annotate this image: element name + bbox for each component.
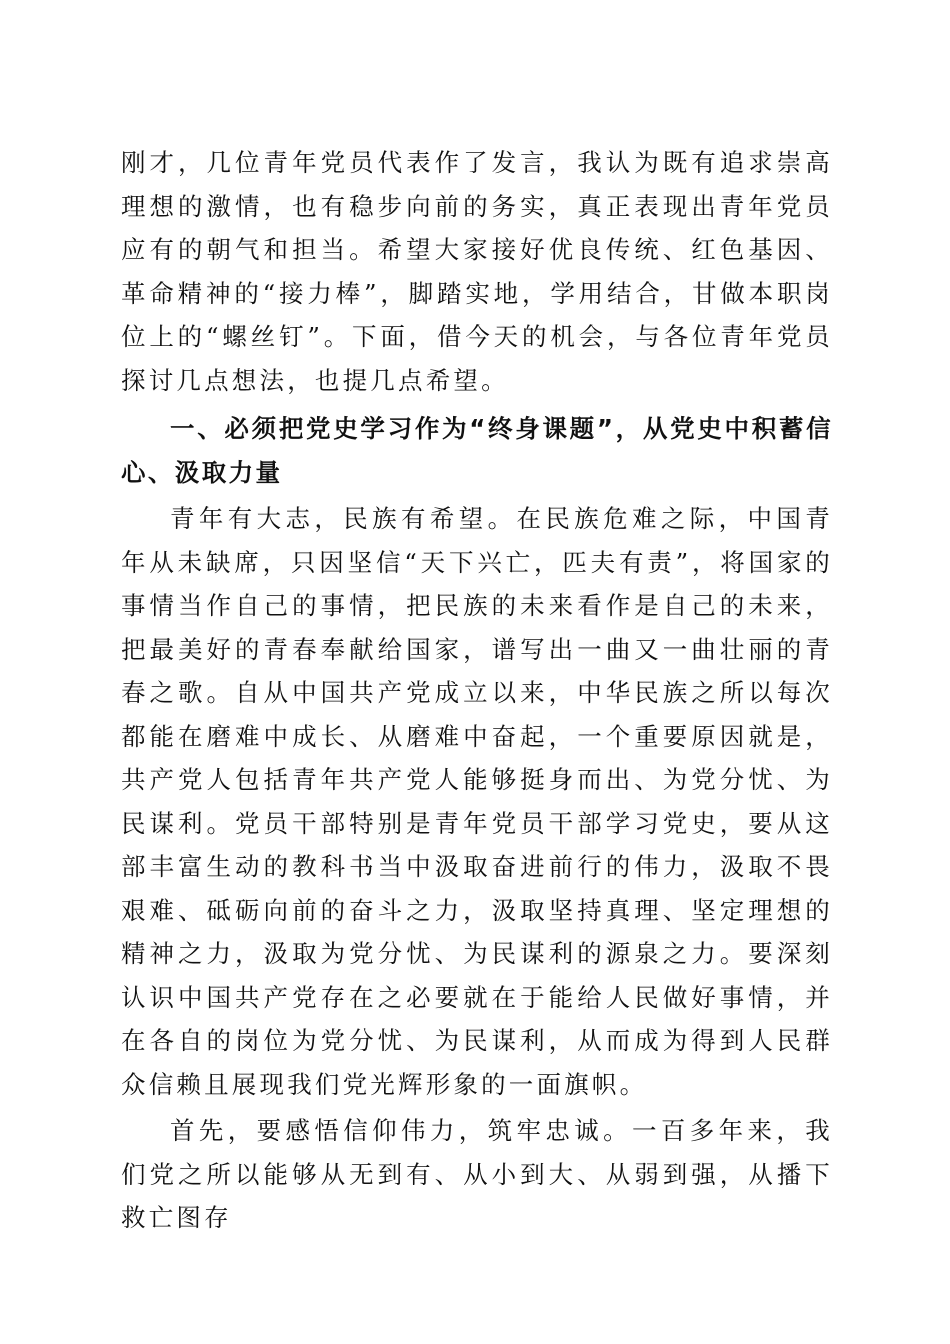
opening-paragraph: 刚才，几位青年党员代表作了发言，我认为既有追求崇高理想的激情，也有稳步向前的务实，真正表现出青年党员应有的朝气和担当。希望大家接好优良传统、红色基因、革命精神的“接力棒”，脚踏实地，学用结合，甘做本职岗位上的“螺丝钉”。下面，借今天的机会，与各位青年党员探讨几点想法，也提几点希望。 — [121, 148, 833, 395]
document-body — [121, 141, 833, 1240]
section-heading-1: 一、必须把党史学习作为“终身课题”，从党史中积蓄信心、汲取力量 — [121, 414, 833, 487]
section-1-paragraph: 青年有大志，民族有希望。在民族危难之际，中国青年从未缺席，只因坚信“天下兴亡，匹夫有责”，将国家的事情当作自己的事情，把民族的未来看作是自己的未来，把最美好的青春奉献给国家，谱写出一曲又一曲壮丽的青春之歌。自从中国共产党成立以来，中华民族之所以每次都能在磨难中成长、从磨难中奋起，一个重要原因就是，共产党人包括青年共产党人能够挺身而出、为党分忧、为民谋利。党员干部特别是青年党员干部学习党史，要从这部丰富生动的教科书当中汲取奋进前行的伟力，汲取不畏艰难、砥砺向前的奋斗之力，汲取坚持真理、坚定理想的精神之力，汲取为党分忧、为民谋利的源泉之力。要深刻认识中国共产党存在之必要就在于能给人民做好事情，并在各自的岗位为党分忧、为民谋利，从而成为得到人民群众信赖且展现我们党光辉形象的一面旗帜。 — [121, 504, 833, 1099]
first-point-paragraph: 首先，要感悟信仰伟力，筑牢忠诚。一百多年来，我们党之所以能够从无到有、从小到大、从弱到强，从播下救亡图存 — [121, 1116, 833, 1232]
